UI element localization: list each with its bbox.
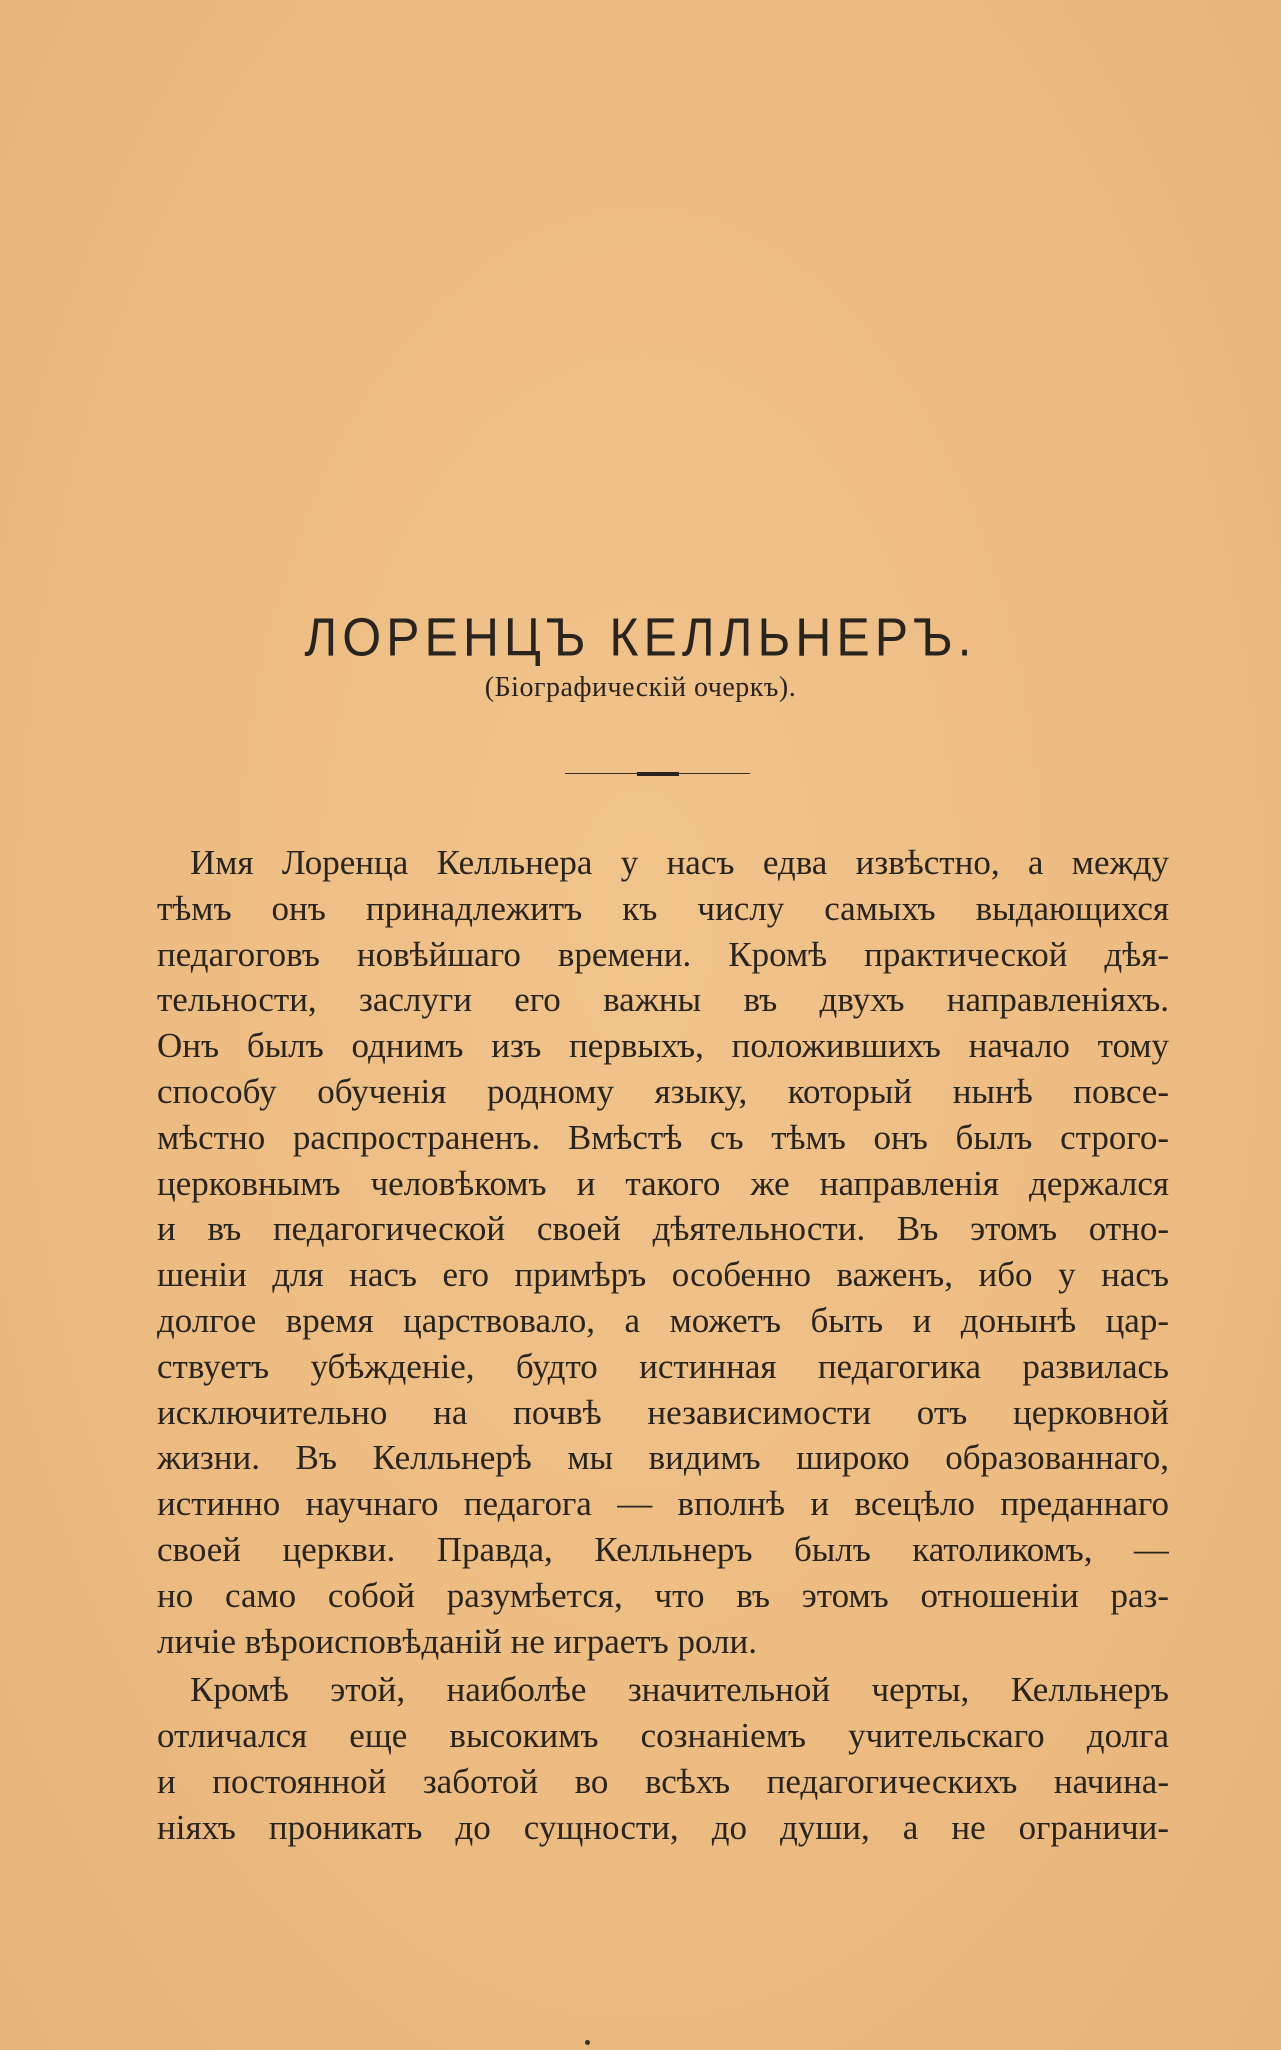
paragraph-1 [157, 840, 1169, 1664]
section-divider [565, 771, 750, 777]
text-line: но само собой разумѣется, что въ этомъ отношеніи раз- [157, 1575, 1169, 1615]
text-line: долгое время царствовало, а можетъ быть и донынѣ цар- [157, 1300, 1169, 1340]
text-line: личіе вѣроисповѣданій не играетъ роли. [157, 1621, 757, 1661]
text-line: мѣстно распространенъ. Вмѣстѣ съ тѣмъ онъ былъ строго- [157, 1117, 1169, 1157]
text-line: тельности, заслуги его важны въ двухъ направленіяхъ. [157, 980, 1169, 1020]
text-line: церковнымъ человѣкомъ и такого же направленія держался [157, 1163, 1169, 1203]
divider-thick-mark [637, 772, 679, 776]
text-line: Имя Лоренца Келльнера у насъ едва извѣстно, а между [190, 843, 1169, 882]
text-line: педагоговъ новѣйшаго времени. Кромѣ практической дѣя- [157, 934, 1169, 974]
paragraph-2 [157, 1667, 1169, 1850]
text-line: тѣмъ онъ принадлежитъ къ числу самыхъ выдающихся [157, 888, 1169, 928]
page-subtitle: (Біографическій очеркъ). [484, 672, 797, 703]
text-line: отличался еще высокимъ сознаніемъ учительскаго долга [157, 1716, 1169, 1756]
body-text [157, 840, 1169, 1851]
text-line: ствуетъ убѣжденіе, будто истинная педагогика развилась [157, 1346, 1169, 1386]
paper-speck [585, 2040, 590, 2045]
text-line: способу обученія родному языку, который нынѣ повсе- [157, 1071, 1169, 1111]
text-line: Онъ былъ однимъ изъ первыхъ, положившихъ начало тому [157, 1026, 1169, 1066]
text-line: жизни. Въ Келльнерѣ мы видимъ широко образованнаго, [157, 1438, 1169, 1478]
text-line: шеніи для насъ его примѣръ особенно важенъ, ибо у насъ [157, 1255, 1169, 1295]
text-line: и въ педагогической своей дѣятельности. Въ этомъ отно- [157, 1209, 1169, 1249]
page-title: ЛОРЕНЦЪ КЕЛЛЬНЕРЪ. [304, 606, 977, 667]
text-line: и постоянной заботой во всѣхъ педагогическихъ начина- [157, 1761, 1169, 1801]
text-line: ніяхъ проникать до сущности, до души, а не ограничи- [157, 1807, 1169, 1847]
text-line: Кромѣ этой, наиболѣе значительной черты, Келльнеръ [190, 1670, 1169, 1710]
text-line: исключительно на почвѣ независимости отъ церковной [157, 1392, 1169, 1432]
text-line: своей церкви. Правда, Келльнеръ былъ католикомъ, — [157, 1529, 1169, 1569]
text-line: истинно научнаго педагога — вполнѣ и всецѣло преданнаго [157, 1484, 1169, 1524]
